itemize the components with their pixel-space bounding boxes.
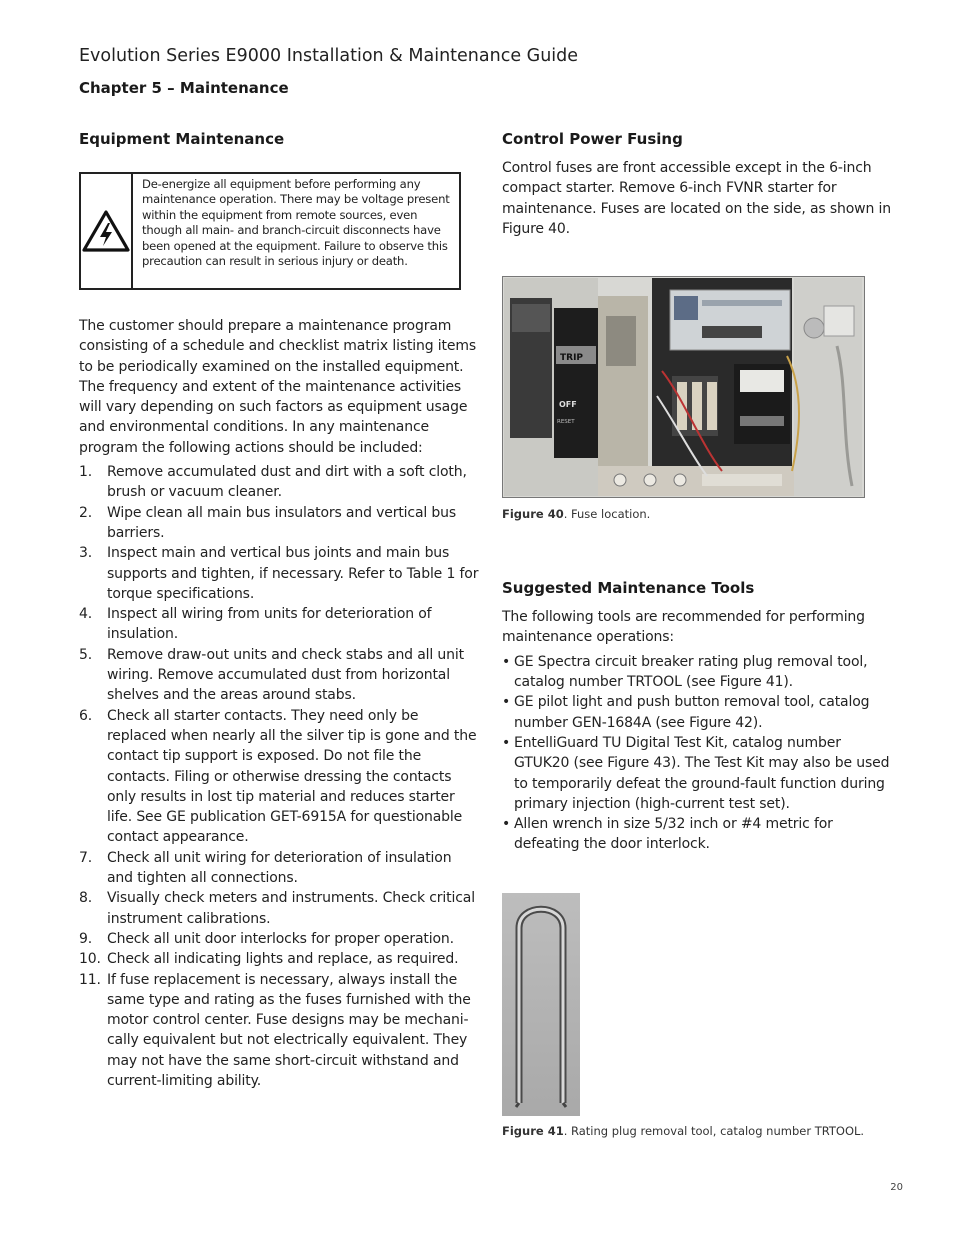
list-item [79,503,481,544]
figure-40-caption [502,507,898,521]
list-text: Remove accumulated dust and dirt with a soft cloth, brush or vacuum cleaner. [107,464,467,501]
list-text: Check all starter contacts. They need only be replaced when nearly all the silver tip is gone and the contact tip support is exposed. Do not file the contacts. Filing or otherwise dressing the contacts only results in lost tip material and reduces starter life. See GE publication GET-6915A for questionable contact appearance. [107,707,477,846]
off-label: OFF [559,400,577,410]
fuse-location-photo [502,276,865,498]
list-text: Remove draw-out units and check stabs and all unit wiring. Remove accumulated dust from horizontal shelves and the areas around stabs. [107,646,464,704]
page-number: 20 [890,1182,903,1193]
figure-40-label: Figure 40 [502,507,564,522]
list-number: 9. [79,930,93,947]
list-number: 8. [79,890,93,907]
list-text: Inspect all wiring from units for deterioration of insulation. [107,606,432,643]
list-item [79,970,481,1092]
warning-text: De-energize all equipment before performing any maintenance operation. There may be voltage present within the equipment from remote sources, even though all main- and branch-circuit disconnects have been opened at the equipment. Failure to observe this precaution can result in serious injury or death. [142,177,450,269]
rating-plug-tool-photo [502,893,580,1116]
list-item [79,848,481,889]
list-item [79,929,481,949]
list-number: 5. [79,646,93,663]
maintenance-intro: The customer should prepare a maintenance program consisting of a schedule and checklist matrix listing items to be periodically examined on the installed equipment. The frequency and extent of the maintenance activities will vary depending on such factors as equipment usage and environmental conditions. In any maintenance program the following actions should be included: [79,318,476,456]
suggested-tools-intro: The following tools are recommended for performing maintenance operations: [502,609,865,646]
list-item [502,814,898,855]
list-number: 7. [79,849,93,866]
electrical-hazard-icon [81,174,133,288]
maintenance-actions-list [79,462,481,1091]
left-column [79,130,481,1091]
list-text: Check all indicating lights and replace, as required. [107,951,459,968]
list-text: Check all unit wiring for deterioration of insulation and tighten all connections. [107,849,452,887]
list-text: EntelliGuard TU Digital Test Kit, catalog number GTUK20 (see Figure 43). The Test Kit may also be used to temporarily defeat the ground-fault function during primary injection (high-current test set). [514,734,890,812]
list-text: If fuse replacement is necessary, always install the same type and rating as the fuses furnished with the motor control center. Fuse designs may be mechani-cally equivalent but not electrically equivalent. They may not have the same short-circuit withstand and current-limiting ability. [107,971,471,1089]
chapter-heading: Chapter 5 – Maintenance [79,79,289,97]
warning-box [79,172,461,290]
list-item [79,604,481,645]
list-text: GE Spectra circuit breaker rating plug removal tool, catalog number TRTOOL (see Figure 41). [514,653,868,691]
bullet: • [502,653,511,670]
list-text: Wipe clean all main bus insulators and vertical bus barriers. [107,504,457,541]
list-item [502,652,898,693]
tools-list [502,652,898,855]
figure-40 [502,276,898,521]
trip-label: TRIP [560,353,584,364]
bullet: • [502,734,511,751]
figure-41-label: Figure 41 [502,1123,564,1138]
list-number: 6. [79,707,93,724]
list-text: Visually check meters and instruments. Check critical instrument calibrations. [107,890,475,927]
list-item [502,733,898,814]
figure-40-caption-text: . Fuse location. [563,507,651,522]
list-item [79,949,481,969]
list-number: 10. [79,951,101,968]
list-item [79,888,481,929]
list-text: Check all unit door interlocks for proper operation. [107,930,454,947]
document-title: Evolution Series E9000 Installation & Maintenance Guide [79,46,579,66]
right-column [502,130,898,1138]
list-text: Allen wrench in size 5/32 inch or #4 metric for defeating the door interlock. [514,816,833,853]
figure-41-caption-text: . Rating plug removal tool, catalog number TRTOOL. [563,1123,865,1138]
figure-41-caption [502,1124,898,1138]
list-number: 1. [79,464,93,481]
equipment-maintenance-heading: Equipment Maintenance [79,130,285,148]
control-power-fusing-heading: Control Power Fusing [502,130,683,148]
list-number: 4. [79,606,93,623]
list-number: 2. [79,504,93,521]
list-item [79,706,481,848]
list-number: 11. [79,971,101,988]
figure-41 [502,893,898,1138]
list-text: GE pilot light and push button removal tool, catalog number GEN-1684A (see Figure 42). [514,694,870,731]
list-item [79,645,481,706]
list-text: Inspect main and vertical bus joints and main bus supports and tighten, if necessary. Refer to Table 1 for torque specifications. [107,545,479,602]
control-power-fusing-body: Control fuses are front accessible except in the 6-inch compact starter. Remove 6-inch FVNR starter for maintenance. Fuses are located on the side, as shown in Figure 40. [502,160,891,237]
list-number: 3. [79,545,93,562]
suggested-tools-heading: Suggested Maintenance Tools [502,579,755,598]
list-item [79,462,481,503]
bullet: • [502,816,511,833]
list-item [502,692,898,733]
reset-label: RESET [557,419,575,426]
bullet: • [502,694,511,711]
list-item [79,543,481,604]
